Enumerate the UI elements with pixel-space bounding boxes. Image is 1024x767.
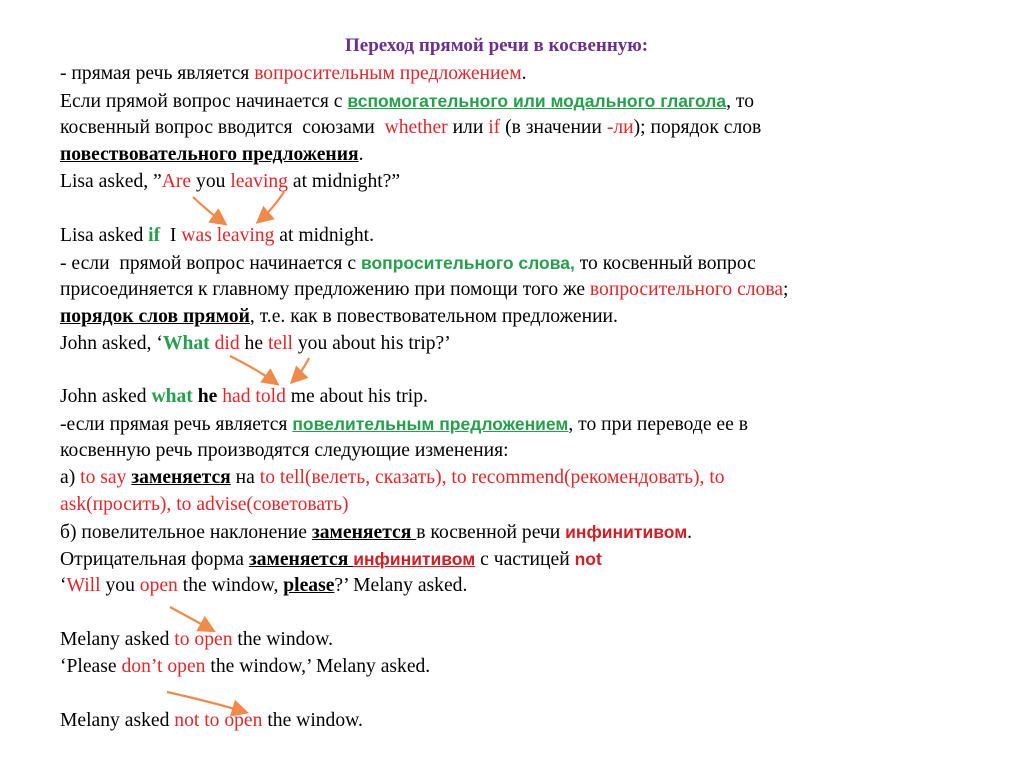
text-segment: порядок слов прямой xyxy=(60,305,250,327)
text-segment: Lisa asked xyxy=(60,224,149,246)
text-segment: б) повелительное наклонение xyxy=(60,522,312,544)
text-segment: повествовательного предложения xyxy=(60,143,359,165)
text-segment: ask(просить), to advise(советовать) xyxy=(60,494,349,516)
arrow-1 xyxy=(193,197,224,223)
text-segment: he xyxy=(239,332,268,354)
text-segment: . xyxy=(521,63,527,84)
arrow-6 xyxy=(167,692,245,712)
text-segment: , т.е. как в повествовательном предложении. xyxy=(249,305,618,327)
text-segment: to tell(велеть, сказать), to recommend(рекомендовать), to xyxy=(259,467,725,489)
text-segment: not xyxy=(574,549,602,570)
text-segment: ; xyxy=(783,278,789,300)
text-segment: had told xyxy=(222,386,286,408)
text-segment: did xyxy=(214,332,240,354)
text-segment: ‘ xyxy=(60,575,67,597)
text-segment: а) xyxy=(60,467,81,489)
text-segment: Если прямой вопрос начинается с xyxy=(60,90,348,112)
arrow-3 xyxy=(230,356,276,383)
text-segment: на xyxy=(230,467,260,489)
text-segment: повелительным предложением xyxy=(292,414,569,435)
text-segment: Are xyxy=(161,170,192,192)
text-segment: или xyxy=(447,116,489,138)
text-segment: косвенный вопрос вводится союзами xyxy=(60,116,385,138)
text-segment: вопросительного слова xyxy=(589,278,784,300)
text-segment: John asked, ‘ xyxy=(60,332,163,354)
text-segment: at midnight?” xyxy=(287,170,401,192)
text-segment: if xyxy=(488,116,501,138)
text-segment: , то xyxy=(726,90,754,112)
text-segment: you about his trip?’ xyxy=(292,332,451,354)
arrow-2 xyxy=(259,192,284,221)
text-segment: you xyxy=(191,170,231,192)
text-segment: вопросительного слова, xyxy=(360,252,575,273)
text-segment: с частицей xyxy=(475,549,575,571)
text-segment: the window,’ Melany asked. xyxy=(205,655,431,677)
text-segment: not to open xyxy=(174,709,263,731)
text-segment: leaving xyxy=(230,170,288,192)
text-segment: whether xyxy=(384,116,448,138)
text-segment: Melany asked xyxy=(60,709,175,731)
text-segment: ‘Please xyxy=(60,655,122,677)
text-segment: he xyxy=(197,386,218,408)
page-title: Переход прямой речи в косвенную: xyxy=(345,35,649,56)
text-segment: what xyxy=(151,386,193,408)
text-segment: . xyxy=(358,143,364,165)
text-segment: What xyxy=(162,332,210,354)
text-segment: Will xyxy=(66,575,101,597)
text-segment: ?’ Melany asked. xyxy=(334,575,468,597)
text-segment: , то при переводе ее в xyxy=(568,414,748,436)
text-segment: Lisa asked, ” xyxy=(60,170,162,192)
text-segment: at midnight. xyxy=(274,224,375,246)
arrow-4 xyxy=(293,358,309,381)
text-segment: (в значении xyxy=(500,116,607,138)
text-segment: - прямая речь является xyxy=(60,63,255,84)
text-segment: то косвенный вопрос xyxy=(574,252,756,274)
text-segment: присоединяется к главному предложению при помощи того же xyxy=(60,278,590,300)
text-segment: заменяется xyxy=(248,549,354,571)
text-segment: open xyxy=(139,575,178,597)
text-segment: ); порядок слов xyxy=(633,116,762,138)
text-segment: to say xyxy=(80,467,127,489)
text-segment: I xyxy=(160,224,182,246)
text-segment: в косвенной речи xyxy=(416,522,566,544)
text-segment: the window. xyxy=(262,709,363,731)
text-segment: to open xyxy=(174,628,233,650)
text-segment: -если прямая речь является xyxy=(60,414,293,436)
text-segment: Отрицательная форма xyxy=(60,549,249,571)
text-segment: John asked xyxy=(60,386,152,408)
text-segment: вспомогательного или модального глагола xyxy=(347,90,727,111)
text-segment: the window. xyxy=(232,628,333,650)
text-segment: don’t open xyxy=(121,655,206,677)
text-segment: - если прямой вопрос начинается с xyxy=(60,252,361,274)
text-segment: me about his trip. xyxy=(285,386,428,408)
text-segment: -ли xyxy=(606,116,634,138)
text-segment: you xyxy=(100,575,140,597)
text-segment: was leaving xyxy=(181,224,275,246)
text-segment: tell xyxy=(267,332,293,354)
text-segment: вопросительным предложением xyxy=(254,63,522,84)
text-segment: заменяется xyxy=(311,522,417,544)
text-segment: if xyxy=(148,224,161,246)
arrow-5 xyxy=(170,607,212,630)
text-segment: Melany asked xyxy=(60,628,175,650)
text-segment: заменяется xyxy=(131,467,231,489)
text-segment: инфинитивом xyxy=(353,549,476,570)
text-segment: the window, xyxy=(177,575,284,597)
text-segment: косвенную речь производятся следующие изменения: xyxy=(60,440,509,462)
text-segment: . xyxy=(687,522,693,544)
text-segment: инфинитивом xyxy=(565,522,688,543)
text-segment: please xyxy=(283,575,335,597)
